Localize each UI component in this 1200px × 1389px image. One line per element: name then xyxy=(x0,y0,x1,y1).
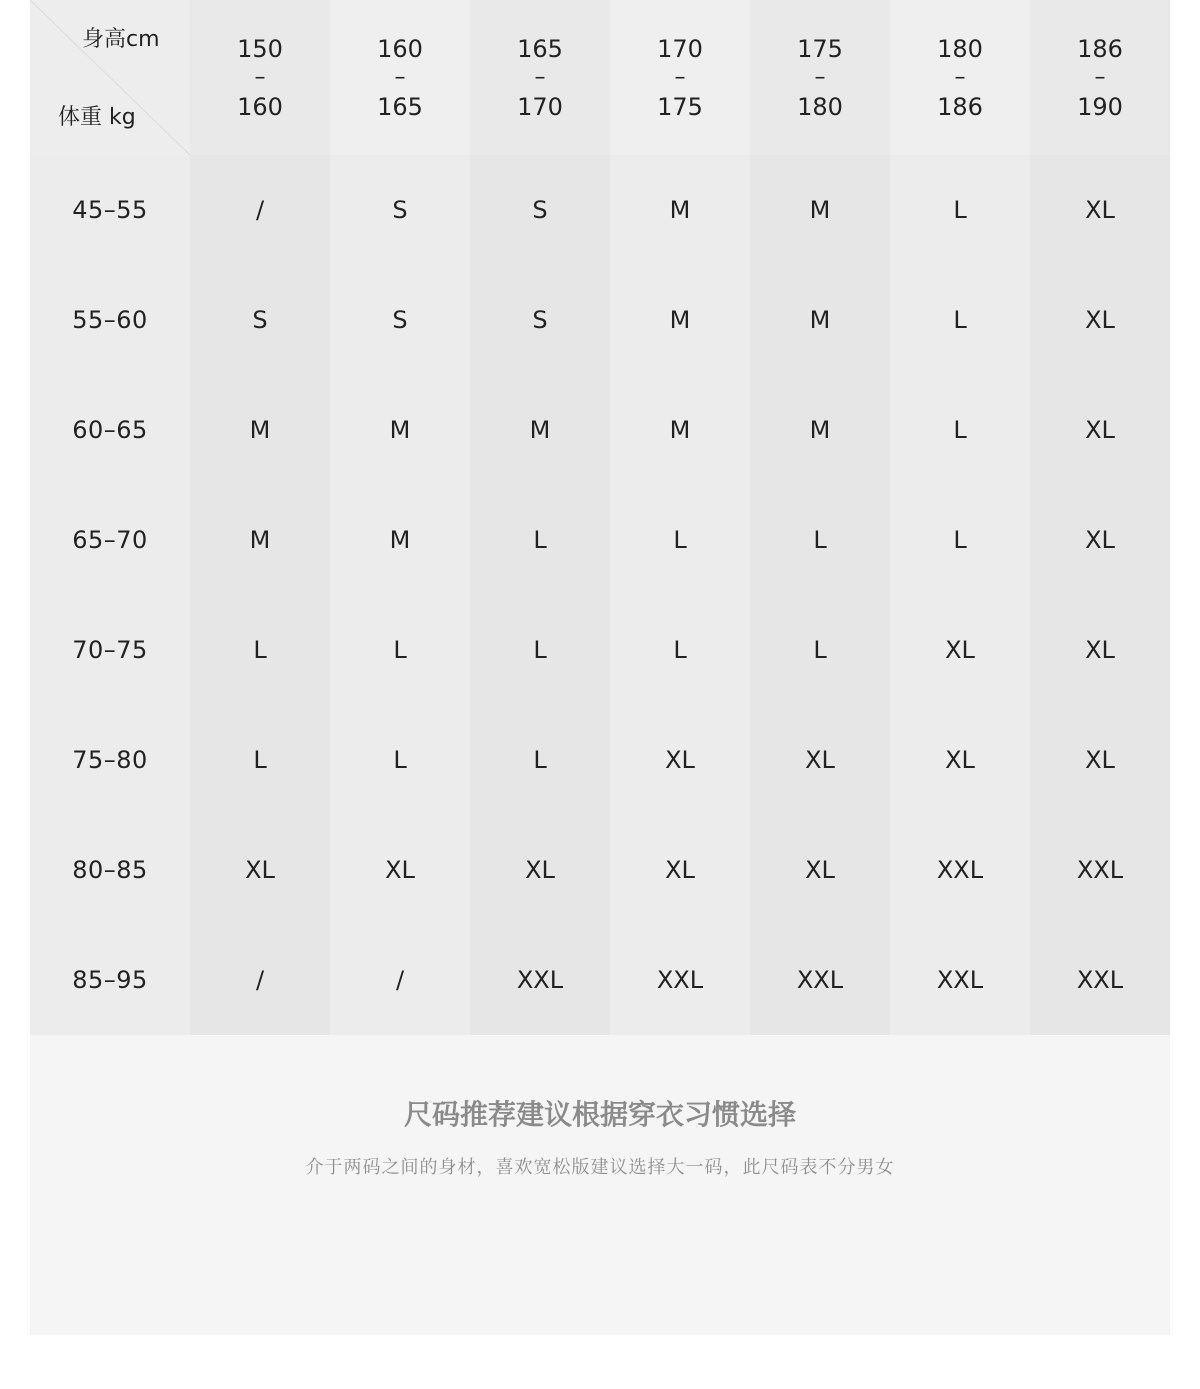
size-cell: M xyxy=(610,375,750,485)
weight-range-cell: 85–95 xyxy=(30,925,190,1035)
height-to: 190 xyxy=(1077,92,1123,121)
size-cell: XL xyxy=(1030,265,1170,375)
table-row xyxy=(30,375,1170,485)
size-cell: M xyxy=(330,375,470,485)
size-cell: XL xyxy=(750,815,890,925)
size-cell: XL xyxy=(1030,375,1170,485)
size-cell: L xyxy=(470,705,610,815)
size-cell: M xyxy=(330,485,470,595)
size-cell: XXL xyxy=(1030,815,1170,925)
size-cell: L xyxy=(890,265,1030,375)
size-cell: M xyxy=(610,265,750,375)
size-cell: XL xyxy=(1030,595,1170,705)
range-separator: – xyxy=(254,64,266,90)
size-cell: S xyxy=(470,155,610,265)
size-cell: / xyxy=(190,925,330,1035)
weight-range-cell: 75–80 xyxy=(30,705,190,815)
size-cell: XL xyxy=(1030,485,1170,595)
height-from: 180 xyxy=(937,34,983,63)
size-cell: L xyxy=(610,595,750,705)
height-range-header xyxy=(750,0,890,155)
corner-cell xyxy=(30,0,190,155)
size-cell: S xyxy=(330,265,470,375)
size-cell: XL xyxy=(1030,155,1170,265)
range-separator: – xyxy=(814,64,826,90)
height-to: 165 xyxy=(377,92,423,121)
table-row xyxy=(30,485,1170,595)
size-cell: XL xyxy=(330,815,470,925)
size-cell: XL xyxy=(890,705,1030,815)
height-range-header xyxy=(890,0,1030,155)
size-table xyxy=(30,0,1170,1035)
note-title: 尺码推荐建议根据穿衣习惯选择 xyxy=(403,1098,796,1131)
note-subtitle: 介于两码之间的身材，喜欢宽松版建议选择大一码，此尺码表不分男女 xyxy=(305,1157,895,1178)
weight-range-cell: 65–70 xyxy=(30,485,190,595)
size-cell: L xyxy=(190,705,330,815)
size-cell: XXL xyxy=(890,925,1030,1035)
height-axis-label: 身高cm xyxy=(82,27,160,52)
height-range-header xyxy=(1030,0,1170,155)
height-range-header xyxy=(470,0,610,155)
height-from: 175 xyxy=(797,34,843,63)
height-to: 175 xyxy=(657,92,703,121)
range-separator: – xyxy=(954,64,966,90)
size-cell: XL xyxy=(890,595,1030,705)
size-cell: XL xyxy=(610,705,750,815)
size-cell: XL xyxy=(610,815,750,925)
table-row xyxy=(30,595,1170,705)
size-cell: S xyxy=(330,155,470,265)
weight-range-cell: 60–65 xyxy=(30,375,190,485)
size-cell: L xyxy=(470,595,610,705)
size-cell: M xyxy=(470,375,610,485)
size-cell: / xyxy=(190,155,330,265)
size-cell: XXL xyxy=(470,925,610,1035)
size-cell: M xyxy=(750,265,890,375)
height-from: 160 xyxy=(377,34,423,63)
size-cell: / xyxy=(330,925,470,1035)
size-cell: L xyxy=(890,485,1030,595)
weight-range-cell: 70–75 xyxy=(30,595,190,705)
height-from: 165 xyxy=(517,34,563,63)
size-cell: M xyxy=(750,155,890,265)
table-row xyxy=(30,155,1170,265)
height-from: 186 xyxy=(1077,34,1123,63)
size-cell: M xyxy=(750,375,890,485)
height-to: 170 xyxy=(517,92,563,121)
height-range-header xyxy=(610,0,750,155)
size-cell: L xyxy=(890,155,1030,265)
height-from: 170 xyxy=(657,34,703,63)
height-from: 150 xyxy=(237,34,283,63)
size-cell: XXL xyxy=(1030,925,1170,1035)
size-cell: XXL xyxy=(750,925,890,1035)
size-cell: XL xyxy=(1030,705,1170,815)
range-separator: – xyxy=(674,64,686,90)
size-cell: XXL xyxy=(890,815,1030,925)
size-cell: L xyxy=(330,705,470,815)
header-row xyxy=(30,0,1170,155)
weight-range-cell: 45–55 xyxy=(30,155,190,265)
height-range-header xyxy=(190,0,330,155)
size-note xyxy=(30,1035,1170,1335)
table-row xyxy=(30,815,1170,925)
weight-range-cell: 55–60 xyxy=(30,265,190,375)
height-to: 160 xyxy=(237,92,283,121)
range-separator: – xyxy=(534,64,546,90)
size-cell: M xyxy=(190,375,330,485)
size-cell: L xyxy=(750,485,890,595)
size-cell: L xyxy=(330,595,470,705)
size-cell: L xyxy=(470,485,610,595)
height-range-header xyxy=(330,0,470,155)
size-cell: XXL xyxy=(610,925,750,1035)
size-cell: L xyxy=(190,595,330,705)
size-chart xyxy=(30,0,1170,1035)
table-row xyxy=(30,705,1170,815)
size-cell: M xyxy=(610,155,750,265)
size-cell: S xyxy=(470,265,610,375)
size-cell: XL xyxy=(190,815,330,925)
size-cell: L xyxy=(890,375,1030,485)
size-cell: M xyxy=(190,485,330,595)
height-to: 186 xyxy=(937,92,983,121)
table-row xyxy=(30,925,1170,1035)
height-to: 180 xyxy=(797,92,843,121)
size-cell: XL xyxy=(470,815,610,925)
weight-range-cell: 80–85 xyxy=(30,815,190,925)
weight-axis-label: 体重 kg xyxy=(58,105,136,130)
size-cell: S xyxy=(190,265,330,375)
table-row xyxy=(30,265,1170,375)
size-cell: XL xyxy=(750,705,890,815)
size-cell: L xyxy=(610,485,750,595)
range-separator: – xyxy=(394,64,406,90)
size-cell: L xyxy=(750,595,890,705)
range-separator: – xyxy=(1094,64,1106,90)
